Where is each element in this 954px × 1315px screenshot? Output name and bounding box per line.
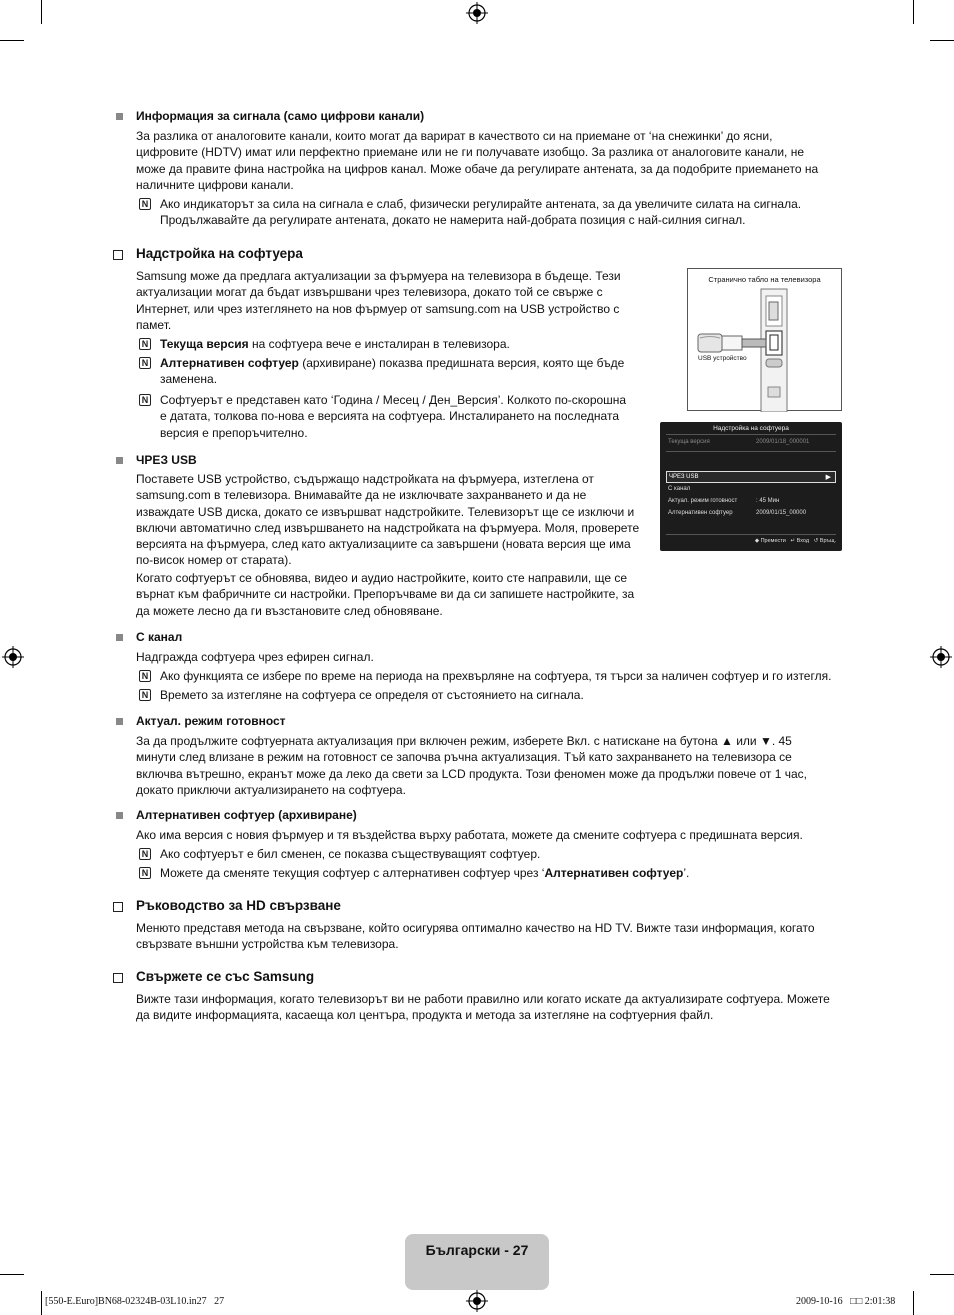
alt-note-2: Можете да сменяте текущия софтуер с алтернативен софтуер чрез ‘Алтернативен софтуер’. bbox=[160, 866, 690, 880]
alt-text: Ако има версия с новия фърмуер и тя въздейства върху работата, можете да смените софтуера с предишната версия. bbox=[136, 828, 803, 842]
osd-nav-bar: ◆ Премести ↵ Вход ↺ Връщ. bbox=[754, 538, 836, 544]
usb-device-label: USB устройство bbox=[698, 355, 747, 362]
footer-right-info: 2009-10-16 □□ 2:01:38 bbox=[796, 1296, 896, 1307]
crop-mark bbox=[913, 1291, 914, 1315]
software-note-1: Текуща версия на софтуера вече е инсталиран в телевизора. bbox=[160, 337, 510, 351]
osd-current-version-label: Текуща версия bbox=[668, 439, 710, 445]
crop-mark bbox=[0, 40, 24, 41]
enter-icon: ↵ bbox=[790, 538, 796, 544]
note-icon: N bbox=[139, 198, 151, 210]
bullet-square-icon bbox=[116, 812, 123, 819]
note-icon: N bbox=[139, 848, 151, 860]
page-number-tab bbox=[405, 1234, 549, 1290]
software-note-3: Софтуерът е представен като ‘Година / Месец / Ден_Версия’. Колкото по-скорошна е датата, толкова по-нова е версията на софтуера. Инсталирането на последната версия е препоръчително. bbox=[160, 393, 627, 440]
signal-title: Информация за сигнала (само цифрови канали) bbox=[136, 109, 425, 123]
registration-mark-icon bbox=[2, 646, 24, 668]
channel-note-2: Времето за изтегляне на софтуера се определя от състоянието на сигнала. bbox=[160, 688, 584, 702]
software-text: Samsung може да предлага актуализации за фърмуера на телевизора в бъдеще. Тези актуализации могат да бъдат извършвани чрез телевизора, докато той се свърже с Интернет, или чрез изтеглянето на нов фърмуер от samsung.com на USB устройство с памет. bbox=[136, 269, 621, 332]
software-note-2: Алтернативен софтуер (архивиране) показва предишната версия, която ще бъде заменена. bbox=[160, 356, 625, 387]
alt-note-1: Ако софтуерът е бил сменен, се показва съществуващият софтуер. bbox=[160, 847, 541, 861]
usb-text: Поставете USB устройство, съдържащо надстройката на фърмуера, изтеглена от samsung.com в телевизора. Внимавайте да не изключвате захранването и да не изваждате USB диска, докато се извършват надстройките. Телевизорът ще се изключи и включи автоматично след извършването на надстройката на фърмуера. Моля, проверете версията на фърмуера, след като актуализациите са завършени (новата версия ще има по-висок номер от старата). bbox=[136, 472, 640, 568]
tv-side-panel-illustration bbox=[688, 269, 843, 412]
chevron-right-icon: ▶ bbox=[825, 474, 831, 481]
usb-text-2: Когато софтуерът се обновява, видео и аудио настройките, които сте направили, ще се върнат към фабричните си настройки. Препоръчваме ви да си запишете настройките, за да можете лесно да ги възстановите след обновяване. bbox=[136, 571, 635, 618]
heading-box-icon bbox=[113, 250, 123, 260]
footer-left-info: [550-E.Euro]BN68-02324B-03L10.in27 27 bbox=[45, 1296, 225, 1307]
note-icon: N bbox=[139, 338, 151, 350]
osd-alt-software-value: 2009/01/15_00000 bbox=[756, 510, 807, 516]
osd-item-channel[interactable]: С канал bbox=[668, 486, 691, 492]
hd-text: Менюто представя метода на свързване, който осигурява оптимално качество на HD TV. Вижте тази информация, когато свързвате външни устройства към телевизора. bbox=[136, 921, 815, 952]
osd-standby-value: : 45 Мин bbox=[756, 498, 780, 504]
move-icon: ◆ bbox=[754, 538, 760, 544]
registration-mark-icon bbox=[466, 2, 488, 24]
osd-item-usb[interactable]: ЧРЕЗ USB ▶ bbox=[666, 471, 836, 483]
bullet-square-icon bbox=[116, 457, 123, 464]
crop-mark bbox=[41, 1291, 42, 1315]
osd-item-standby[interactable]: Актуал. режим готовност bbox=[668, 498, 738, 504]
contact-heading: Свържете се със Samsung bbox=[136, 969, 315, 984]
crop-mark bbox=[930, 1274, 954, 1275]
heading-box-icon bbox=[113, 973, 123, 983]
figure-title: Странично табло на телевизора bbox=[708, 275, 821, 284]
bullet-square-icon bbox=[116, 634, 123, 641]
usb-title: ЧРЕЗ USB bbox=[136, 453, 197, 467]
signal-text: За разлика от аналоговите канали, които могат да варират в качеството си на приемане от ‘на снежинки’ до ясни, цифровите (HDTV) имат или перфектно приемане или не ги получавате изобщо. За разлика от аналоговите канали, не може да правите фина настройка на цифров канал. Може обаче да регулирате антената, за да подобрите приемането на наличните цифрови канали. bbox=[136, 129, 819, 192]
contact-text: Вижте тази информация, когато телевизорът ви не работи правилно или когато искате да актуализирате софтуера. Можете да видите информацията, касаеща кол центъра, продукта и метода за изтегляне на софтуерния файл. bbox=[136, 992, 830, 1023]
osd-software-upgrade-menu bbox=[660, 422, 842, 551]
crop-mark bbox=[913, 0, 914, 24]
osd-title: Надстройка на софтуера bbox=[713, 425, 789, 432]
channel-note-1: Ако функцията се избере по време на периода на прехвърляне на софтуера, тя търси за наличен софтуер и го изтегля. bbox=[160, 669, 832, 683]
registration-mark-icon bbox=[930, 646, 952, 668]
crop-mark bbox=[930, 40, 954, 41]
alt-title: Алтернативен софтуер (архивиране) bbox=[136, 808, 357, 822]
crop-mark bbox=[0, 1274, 24, 1275]
note-icon: N bbox=[139, 670, 151, 682]
note-icon: N bbox=[139, 394, 151, 406]
crop-mark bbox=[41, 0, 42, 24]
channel-title: С канал bbox=[136, 630, 183, 644]
standby-title: Актуал. режим готовност bbox=[136, 714, 286, 728]
osd-current-version-value: 2009/01/18_000001 bbox=[756, 439, 810, 445]
note-icon: N bbox=[139, 689, 151, 701]
heading-box-icon bbox=[113, 902, 123, 912]
bullet-square-icon bbox=[116, 718, 123, 725]
channel-text: Надгражда софтуера чрез ефирен сигнал. bbox=[136, 650, 374, 664]
osd-item-alt-software[interactable]: Алтернативен софтуер bbox=[668, 510, 733, 516]
bullet-square-icon bbox=[116, 113, 123, 120]
note-icon: N bbox=[139, 867, 151, 879]
return-icon: ↺ bbox=[813, 538, 819, 544]
registration-mark-icon bbox=[466, 1290, 488, 1312]
note-icon: N bbox=[139, 357, 151, 369]
signal-note: Ако индикаторът за сила на сигнала е слаб, физически регулирайте антената, за да увеличите силата на сигнала. Продължавайте да регулирате антената, докато не намерита най-добрата позиция с най-силния сигнал. bbox=[160, 197, 802, 228]
standby-text: За да продължите софтуерната актуализация при включен режим, изберете Вкл. с натискане на бутона ▲ или ▼. 45 минути след влизане в режим на готовност се започва ръчна актуализация. Тъй като захранването на телевизора се включва вътрешно, екранът може да леко да свети за LCD продукта. Този феномен може да продължи повече от 1 час, докато приключи актуализирането на софтуера. bbox=[136, 734, 808, 797]
hd-heading: Ръководство за HD свързване bbox=[136, 898, 341, 913]
page-number: Български - 27 bbox=[425, 1242, 529, 1258]
software-heading: Надстройка на софтуера bbox=[136, 246, 303, 261]
tv-side-panel-figure bbox=[687, 268, 842, 411]
